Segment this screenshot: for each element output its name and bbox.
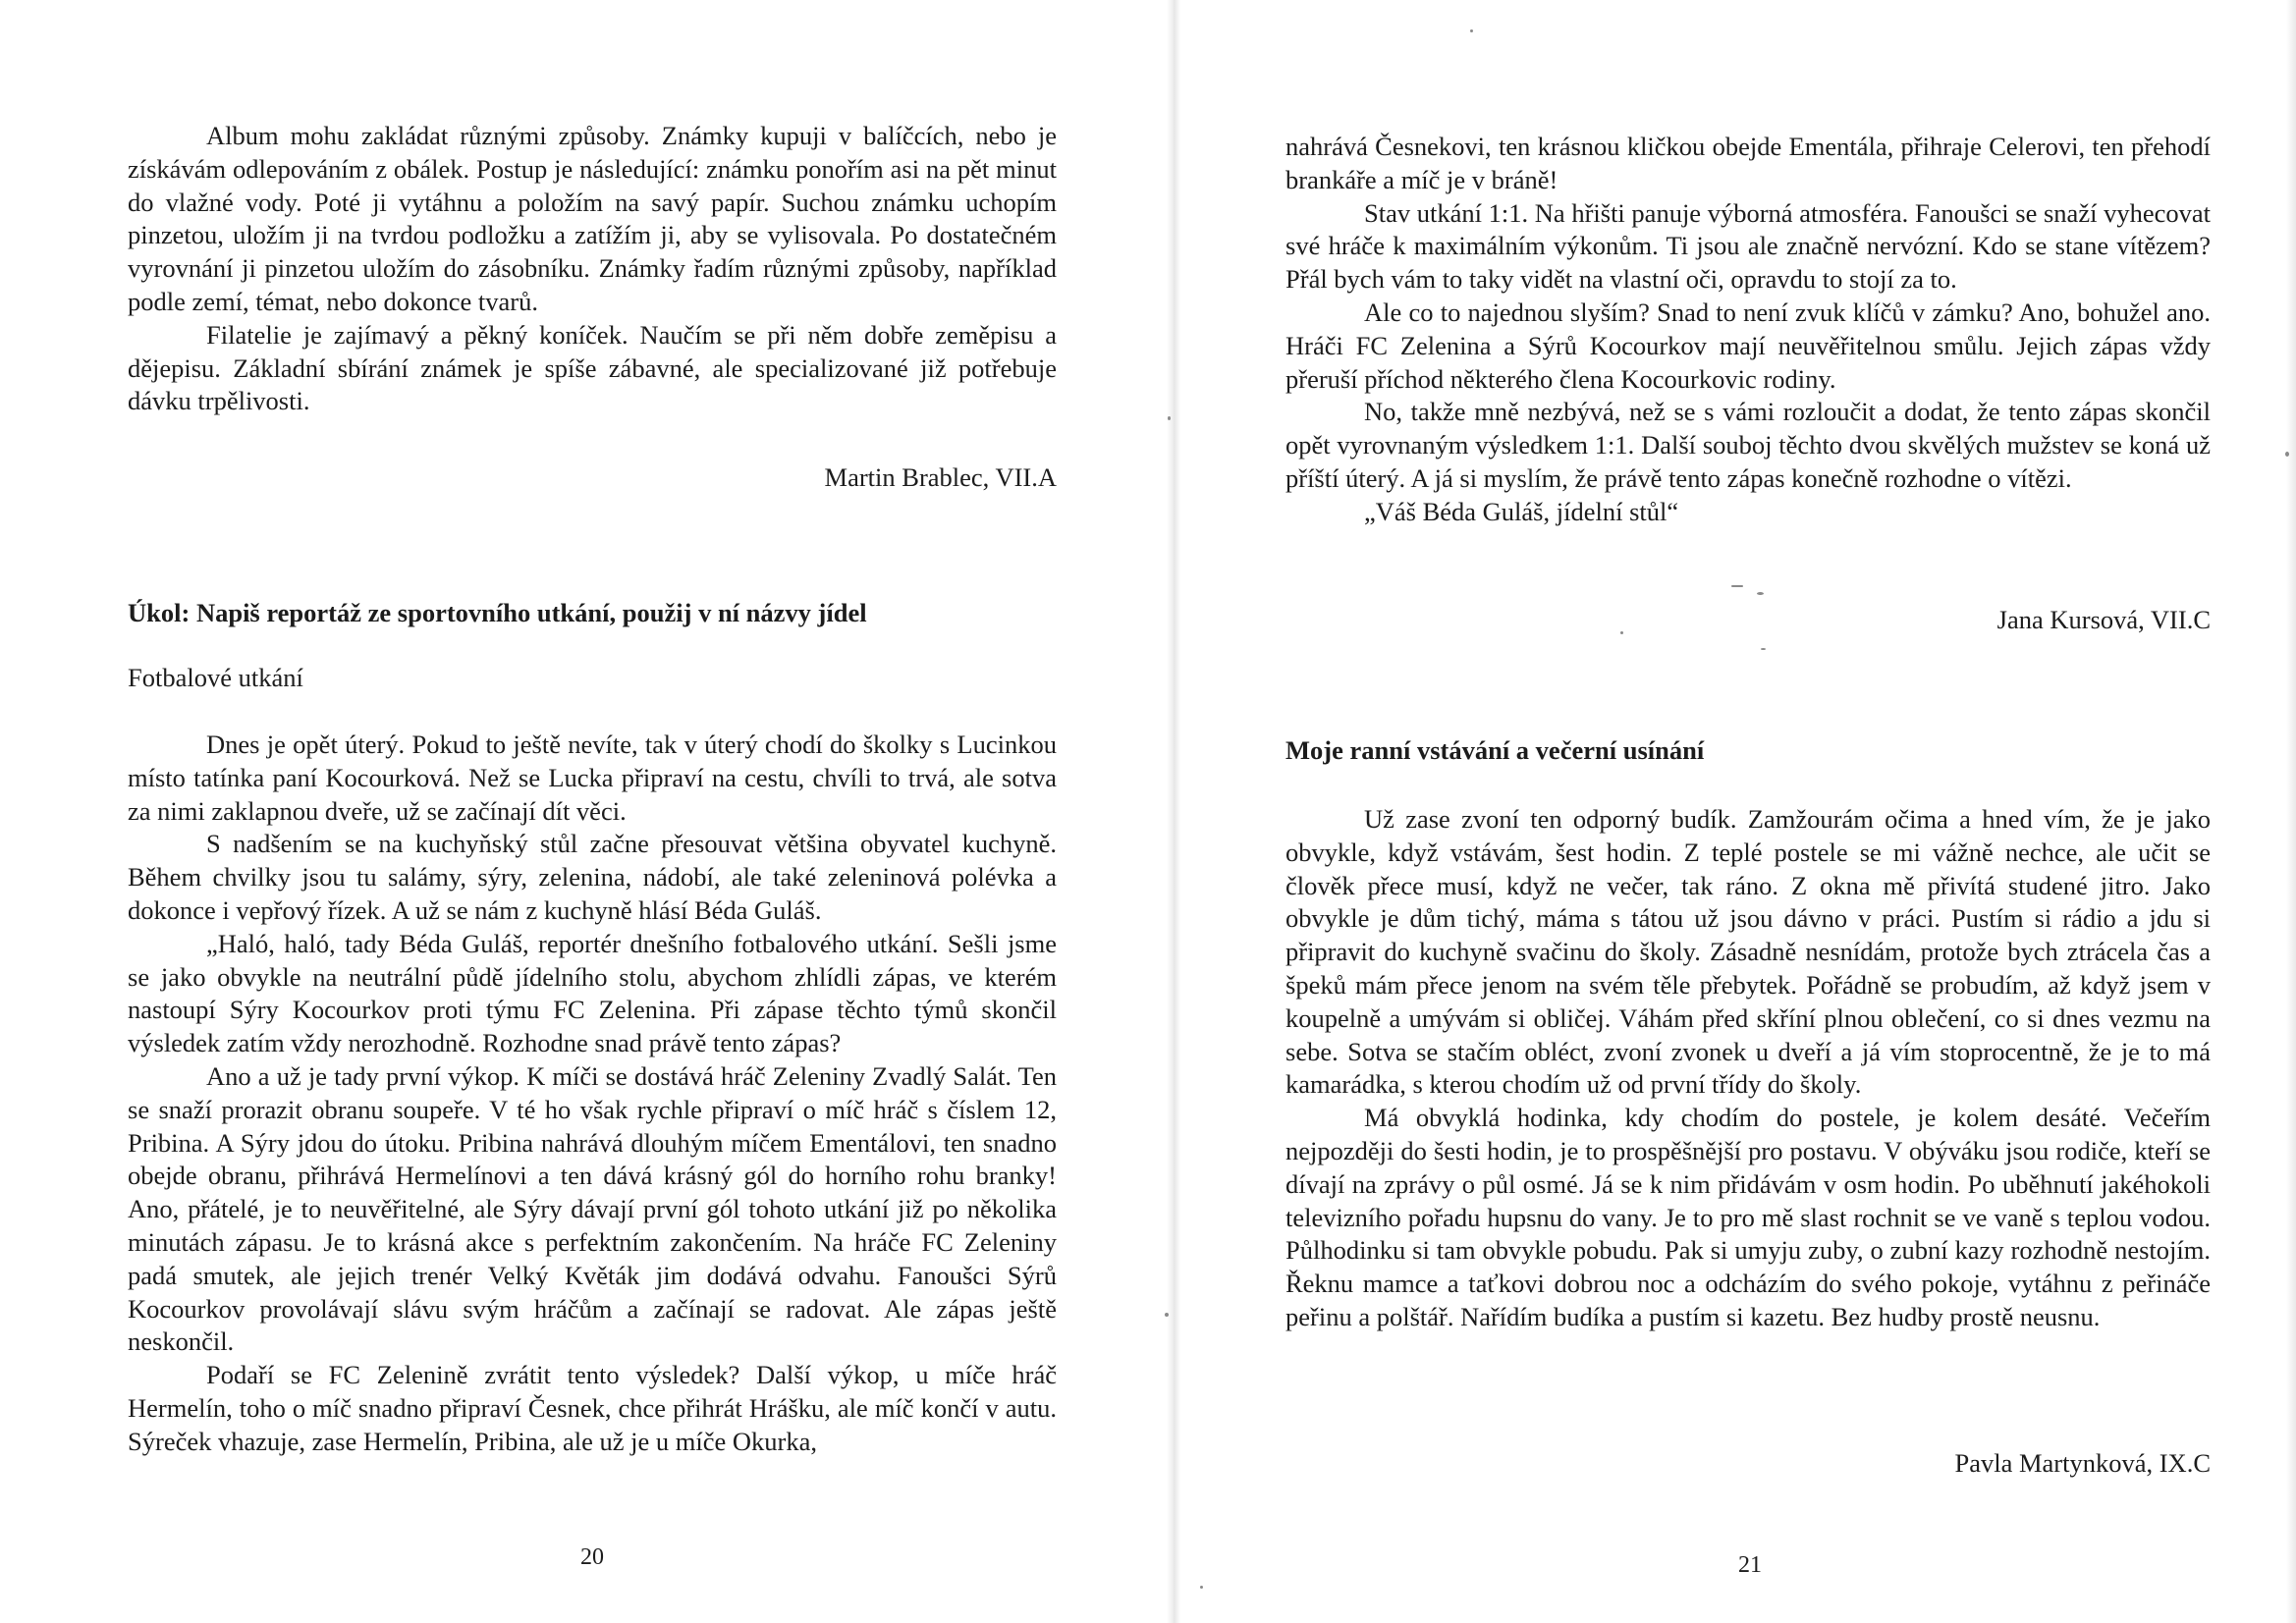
- paragraph: S nadšením se na kuchyňský stůl začne přesouvat většina obyvatel kuchyně. Během chvilky jsou tu salámy, sýry, zelenina, nádobí, ale také zeleninová polévka a dokonce i vepřový řízek. A už se nám z kuchyně hlásí Béda Guláš.: [128, 829, 1057, 925]
- paragraph: Ale co to najednou slyším? Snad to není zvuk klíčů v zámku? Ano, bohužel ano. Hráči FC Zelenina a Sýrů Kocourkov mají neuvěřitelnou smůlu. Jejich zápas vždy přeruší příchod některého člena Kocourkovic rodiny.: [1285, 297, 2211, 394]
- scan-speck: [1168, 416, 1171, 420]
- scan-speck: [1165, 1313, 1169, 1317]
- paragraph: Má obvyklá hodinka, kdy chodím do postele, je kolem desáté. Večeřím nejpozději do šesti hodin, je to prospěšnější pro postavu. V obýváku jsou rodiče, kteří se dívají na zprávy o půl osmé. Já se k nim přidávám v osm hodin. Po uběhnutí jakéhokoli televizního pořadu hupsnu do vany. Je to pro mě slast rochnit se ve vaně s teplou vodou. Půlhodinku si tam obvykle pobudu. Pak si umyju zuby, o zubní kazy rozhodně nestojím. Řeknu mamce a taťkovi dobrou noc a odcházím do svého pokoje, vytáhnu z peřináče peřinu a polštář. Nařídím budíka a pustím si kazetu. Bez hudby prostě neusnu.: [1285, 1103, 2211, 1331]
- paragraph: „Haló, haló, tady Béda Guláš, reportér dnešního fotbalového utkání. Sešli jsme se jako obvykle na neutrální půdě jídelního stolu, abychom zhlídli zápas, ve kterém nastoupí Sýry Kocourkov proti týmu FC Zelenina. Při zápase těchto týmů skončil výsledek zatím vždy nerozhodně. Rozhodne snad právě tento zápas?: [128, 928, 1057, 1058]
- page-edge-shadow: [2286, 0, 2296, 1623]
- scan-speck: [2285, 452, 2289, 457]
- paragraph: nahrává Česnekovi, ten krásnou kličkou obejde Ementála, přihraje Celerovi, ten přehodí brankáře a míč je v bráně!: [1285, 132, 2211, 194]
- article-body: [128, 729, 1057, 1459]
- essay-heading: Moje ranní vstávání a večerní usínání: [1285, 735, 1705, 765]
- page-left: [128, 0, 1057, 1623]
- paragraph: Dnes je opět úterý. Pokud to ještě nevíte, tak v úterý chodí do školky s Lucinkou místo tatínka paní Kocourková. Než se Lucka připraví na cestu, chvíli to trvá, ale sotva za nimi zaklapnou dveře, už se začínají dít věci.: [128, 730, 1057, 826]
- scan-speck: [1200, 1586, 1203, 1589]
- essay-body: [1285, 803, 2211, 1334]
- paragraph: Album mohu zakládat různými způsoby. Známky kupuji v balíčcích, nebo je získávám odlepováním z obálek. Postup je následující: známku ponořím asi na pět minut do vlažné vody. Poté ji vytáhnu a položím na savý papír. Suchou známku uchopím pinzetou, uložím ji na tvrdou podložku a zatížím ji, aby se vylisovala. Po dostatečném vyrovnání ji pinzetou uložím do zásobníku. Známky řadím různými způsoby, například podle zemí, témat, nebo dokonce tvarů.: [128, 121, 1057, 316]
- page-number: 20: [580, 1544, 604, 1570]
- paragraph: Podaří se FC Zelenině zvrátit tento výsledek? Další výkop, u míče hráč Hermelín, toho o míč snadno připraví Česnek, chce přihrát Hrášku, ale míč končí v autu. Sýreček vhazuje, zase Hermelín, Pribina, ale už je u míče Okurka,: [128, 1360, 1057, 1456]
- author-signature: Martin Brablec, VII.A: [824, 462, 1057, 492]
- article-title: Fotbalové utkání: [128, 663, 303, 692]
- author-signature: Pavla Martynková, IX.C: [1954, 1448, 2211, 1478]
- author-signature: Jana Kursová, VII.C: [1996, 605, 2211, 634]
- paragraph: „Váš Béda Guláš, jídelní stůl“: [1364, 496, 1679, 526]
- paragraph: Stav utkání 1:1. Na hřišti panuje výborná atmosféra. Fanoušci se snaží vyhecovat své hráče k maximálním výkonům. Ti jsou ale značně nervózní. Kdo se stane vítězem? Přál bych vám to taky vidět na vlastní oči, opravdu to stojí za to.: [1285, 197, 2211, 295]
- paragraph: Ano a už je tady první výkop. K míči se dostává hráč Zeleniny Zvadlý Salát. Ten se snaží prorazit obranu soupeře. V té ho však rychle připraví o míč hráč s číslem 12, Pribina. A Sýry jdou do útoku. Pribina nahrává dlouhým míčem Ementálovi, ten snadno obejde obranu, přihrává Hermelínovi a ten dává krásný gól do horního rohu branky! Ano, přátelé, je to neuvěřitelné, ale Sýry dávají první gól tohoto utkání již po několika minutách zápasu. Je to krásná akce s perfektním zakončením. Na hráče FC Zeleniny padá smutek, ale jejich trenér Velký Květák jim dodává odvahu. Fanoušci Sýrů Kocourkov provolávají slávu svým hráčům a začínají se radovat. Ale zápas ještě neskončil.: [128, 1060, 1057, 1357]
- paragraph: Už zase zvoní ten odporný budík. Zamžourám očima a hned vím, že je jako obvykle, když vstávám, šest hodin. Z teplé postele se mi vážně nechce, ale učit se člověk přece musí, když ne večer, tak ráno. Z okna mě přivítá studené jitro. Jako obvykle je dům tichý, máma s tátou už jsou dávno v práci. Pustím si rádio a jdu si připravit do kuchyně svačinu do školy. Zásadně nesnídám, protože bych ztrácela čas a špeků mám přece jenom na svém těle přebytek. Pořádně se probudím, až když jsem v koupelně a umývám si obličej. Váhám před skříní plnou oblečení, co si dnes vezmu na sebe. Sotva se stačím obléct, zvoní zvonek u dveří a já vím stoprocentně, že je to má kamarádka, s kterou chodím už od první třídy do školy.: [1285, 804, 2211, 1100]
- page-number: 21: [1738, 1552, 1762, 1578]
- page-right: [1285, 0, 2211, 1623]
- task-heading: Úkol: Napiš reportáž ze sportovního utkání, použij v ní názvy jídel: [128, 598, 867, 627]
- book-gutter: [1167, 0, 1180, 1623]
- article-continuation: [1285, 131, 2211, 529]
- paragraph: No, takže mně nezbývá, než se s vámi rozloučit a dodat, že tento zápas skončil opět vyrovnaným výsledkem 1:1. Další souboj těchto dvou skvělých mužstev se koná už příští úterý. A já si myslím, že právě tento zápas konečně rozhodne o vítězi.: [1285, 397, 2211, 493]
- paragraph: Filatelie je zajímavý a pěkný koníček. Naučím se při něm dobře zeměpisu a dějepisu. Základní sbírání známek je spíše zábavné, ale specializované již potřebuje dávku trpělivosti.: [128, 319, 1057, 416]
- filatelie-section: [128, 120, 1057, 418]
